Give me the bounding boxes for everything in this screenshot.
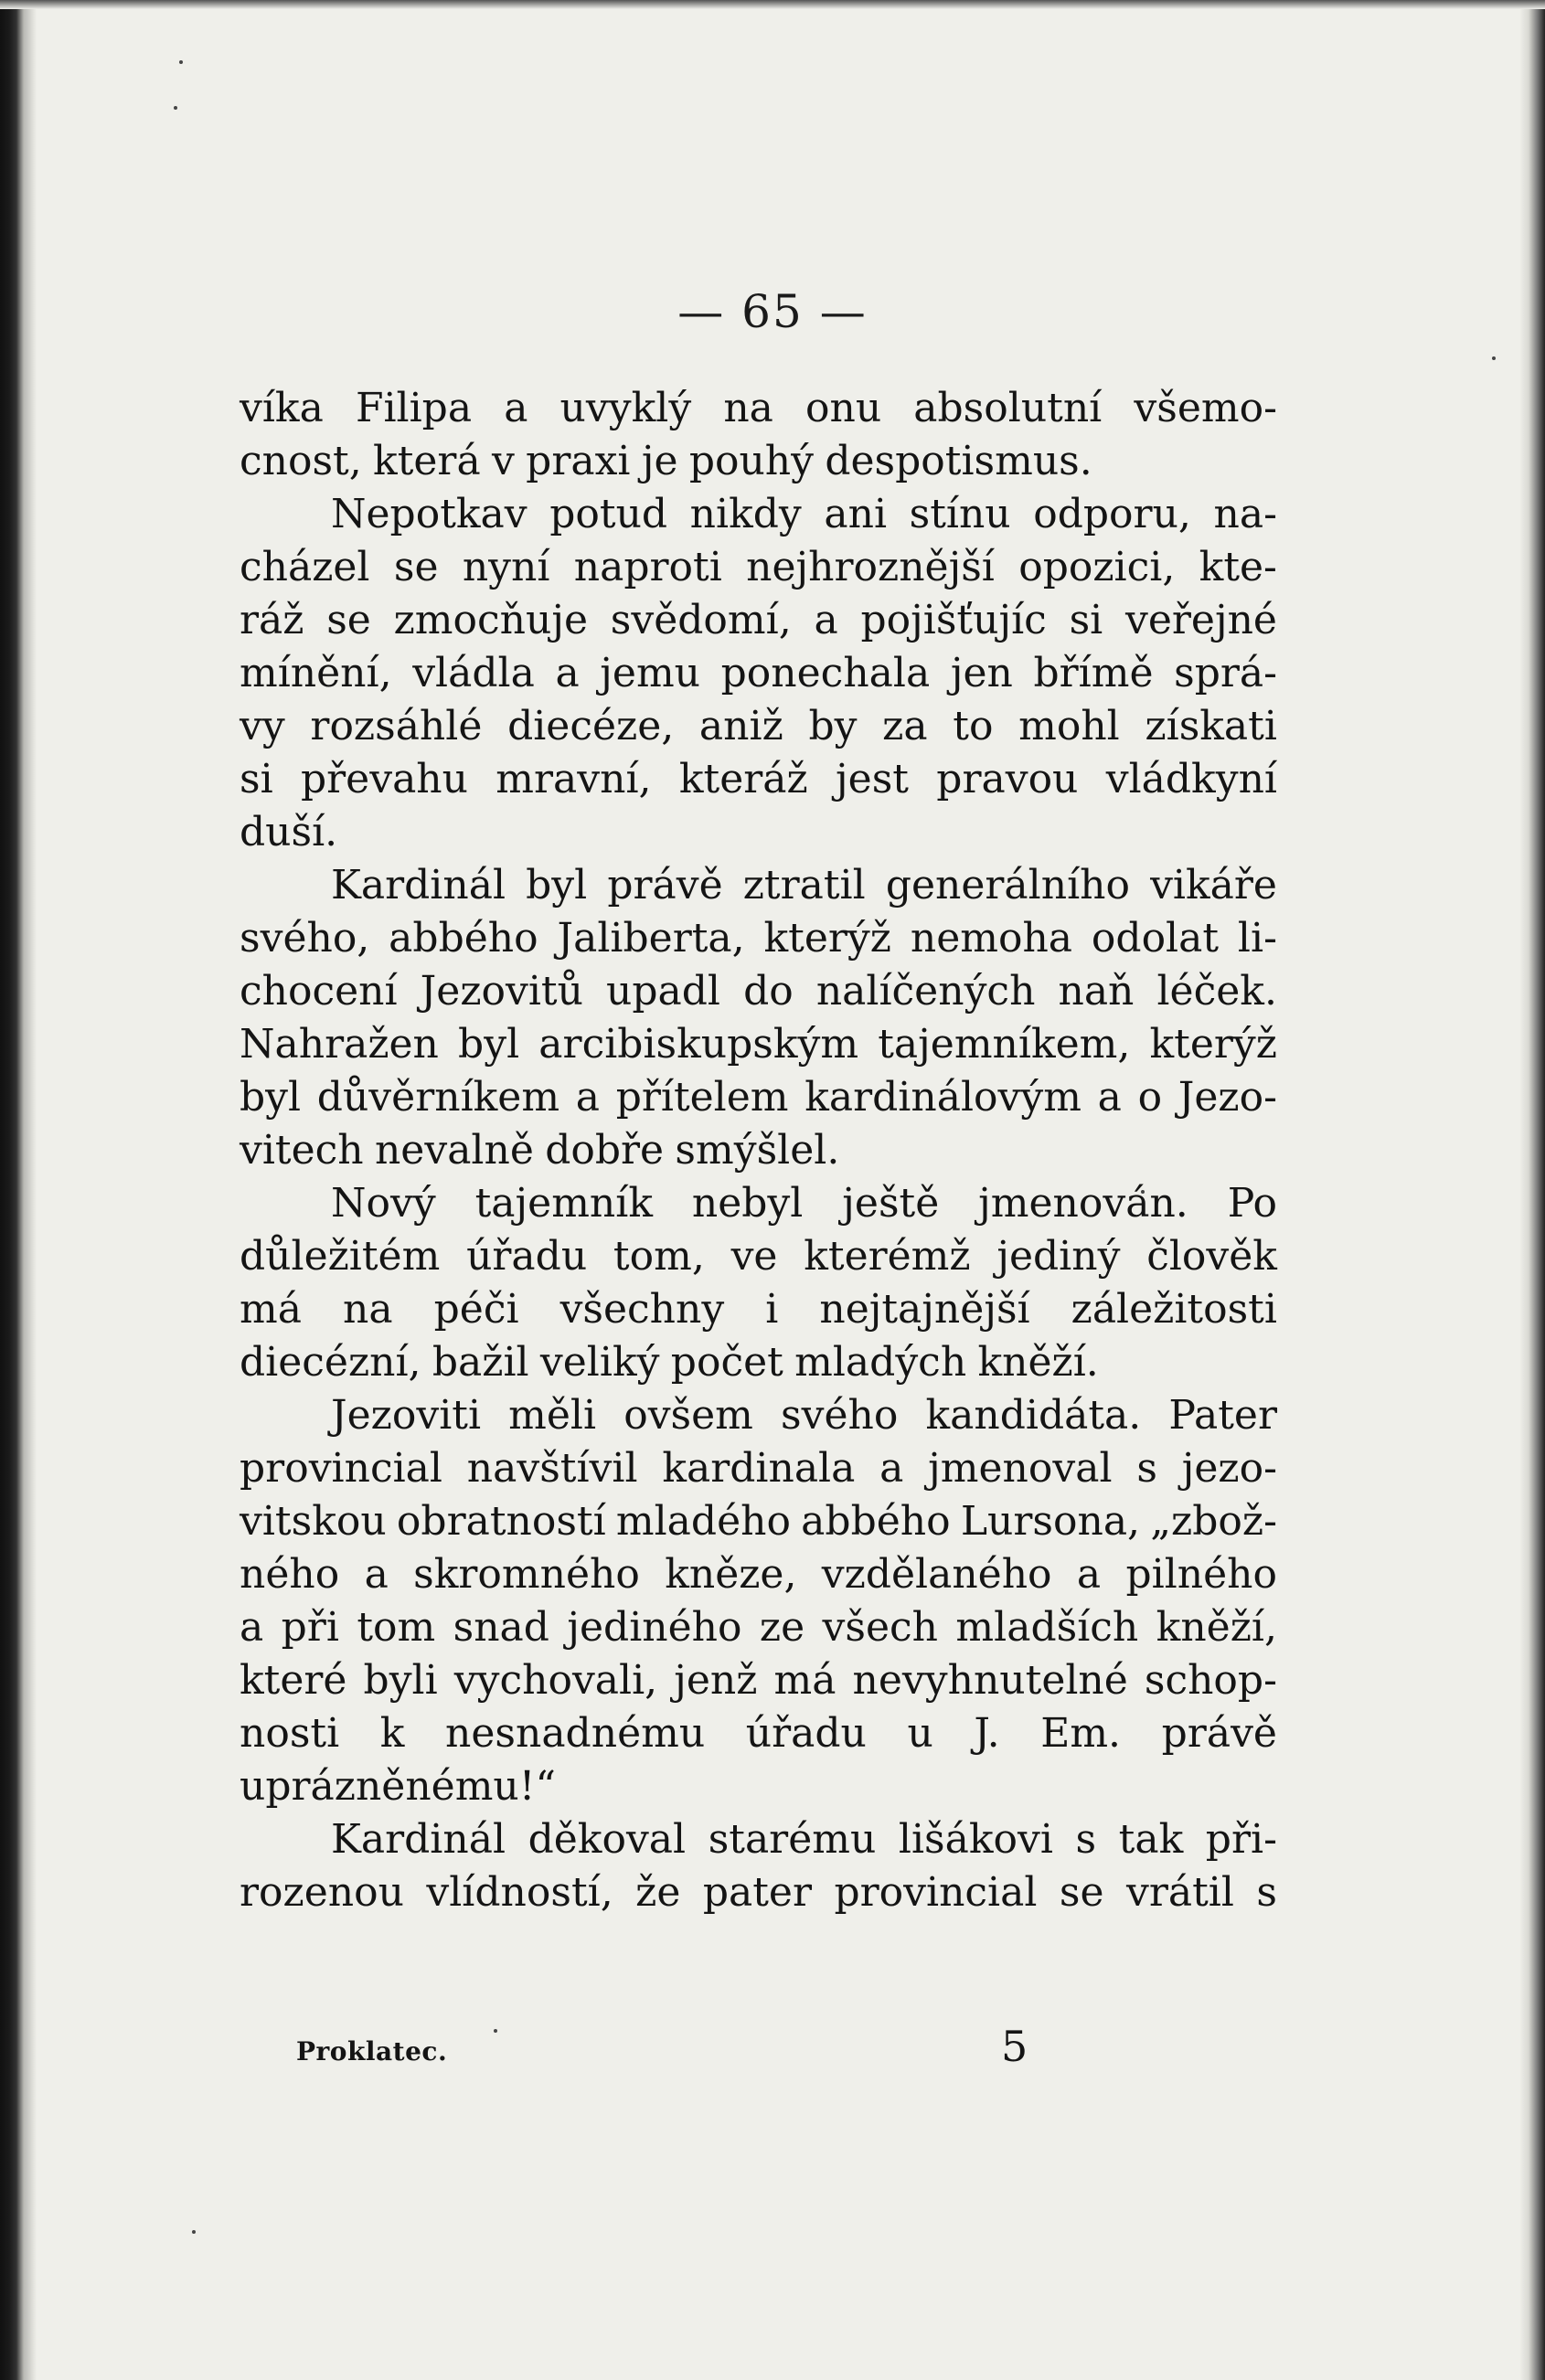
word: se xyxy=(393,544,439,590)
word: provincial xyxy=(240,1445,442,1492)
word: nevyhnutelné xyxy=(852,1657,1128,1704)
word: ve xyxy=(730,1233,778,1280)
word: kterémž xyxy=(804,1233,971,1280)
word: vládla xyxy=(412,650,535,696)
word: obratností xyxy=(396,1498,606,1545)
word: se xyxy=(326,597,371,643)
word: svého xyxy=(781,1392,899,1439)
word: do xyxy=(743,968,794,1015)
word: pojišťujíc xyxy=(860,597,1047,643)
word: ještě xyxy=(842,1180,940,1227)
word: byl xyxy=(240,1074,302,1121)
word: získati xyxy=(1145,703,1277,749)
word: vitech xyxy=(240,1127,364,1174)
word: pater xyxy=(702,1869,812,1916)
text-line xyxy=(240,1071,1277,1124)
word: právě xyxy=(1161,1710,1277,1757)
word: v xyxy=(492,438,515,484)
word: dobře xyxy=(545,1127,665,1174)
word: uvyklý xyxy=(559,385,692,431)
signature-mark: Proklatec. xyxy=(296,2036,448,2067)
word: cnost, xyxy=(240,438,362,484)
word: aniž xyxy=(698,703,783,749)
word: a xyxy=(575,1074,600,1121)
word: despotismus. xyxy=(825,438,1092,484)
word: jenž xyxy=(674,1657,758,1704)
word: na xyxy=(723,385,773,431)
word: kardinala xyxy=(662,1445,856,1492)
text-line xyxy=(240,753,1277,806)
word: pilného xyxy=(1125,1551,1277,1598)
text-line xyxy=(240,1813,1277,1866)
word: odporu, xyxy=(1033,491,1191,537)
word: vitskou xyxy=(240,1498,387,1545)
word: ného xyxy=(240,1551,340,1598)
word: Nový xyxy=(331,1180,436,1227)
word: chocení xyxy=(240,968,398,1015)
page-edge xyxy=(1519,0,1545,2380)
page-number: — 65 — xyxy=(677,285,868,338)
word: a xyxy=(504,385,528,431)
word: a xyxy=(555,650,580,696)
word: naň xyxy=(1058,968,1135,1015)
word: je xyxy=(641,438,678,484)
word: navštívil xyxy=(466,1445,638,1492)
text-line xyxy=(240,1601,1277,1654)
word: vládkyní xyxy=(1105,756,1277,802)
word: víka xyxy=(240,385,324,431)
word: mladých xyxy=(794,1339,967,1386)
word: Lursona, xyxy=(960,1498,1141,1545)
word: i xyxy=(765,1286,779,1333)
word: Nepotkav xyxy=(331,491,527,537)
word: úřadu xyxy=(745,1710,867,1757)
word: nemoha xyxy=(910,915,1073,962)
word: a xyxy=(814,597,838,643)
word: děkoval xyxy=(527,1816,687,1863)
text-line xyxy=(240,1124,1277,1177)
word: jemu xyxy=(600,650,701,696)
word: upadl xyxy=(606,968,721,1015)
word: počet xyxy=(670,1339,783,1386)
word: kterýž xyxy=(763,915,891,962)
word: vlídností, xyxy=(426,1869,613,1916)
word: pouhý xyxy=(688,438,815,484)
word: která xyxy=(373,438,481,484)
word: mladších xyxy=(955,1604,1139,1651)
word: s xyxy=(1136,1445,1157,1492)
word: skromného xyxy=(413,1551,640,1598)
word: abbého xyxy=(801,1498,951,1545)
text-line xyxy=(240,1866,1277,1919)
word: starému xyxy=(708,1816,877,1863)
word: má xyxy=(773,1657,836,1704)
text-line xyxy=(240,859,1277,912)
word: potud xyxy=(549,491,668,537)
word: generálního xyxy=(885,862,1130,908)
word: všemo- xyxy=(1134,385,1277,431)
word: vychovali, xyxy=(453,1657,658,1704)
text-line xyxy=(240,1177,1277,1230)
word: si xyxy=(240,756,273,802)
word: důvěrníkem xyxy=(316,1074,560,1121)
text-line xyxy=(240,1707,1277,1760)
word: Jaliberta, xyxy=(557,915,745,962)
word: tak xyxy=(1118,1816,1184,1863)
word: vzdělaného xyxy=(821,1551,1052,1598)
word: vikáře xyxy=(1150,862,1277,908)
word: měli xyxy=(508,1392,597,1439)
word: veřejné xyxy=(1124,597,1277,643)
sheet-number: 5 xyxy=(1001,2022,1028,2071)
word: mladého xyxy=(615,1498,791,1545)
text-line xyxy=(240,1654,1277,1707)
word: zmocňuje xyxy=(393,597,589,643)
word: snad xyxy=(453,1604,549,1651)
word: se xyxy=(1059,1869,1104,1916)
word: Kardinál xyxy=(331,862,506,908)
word: nosti xyxy=(240,1710,340,1757)
word: jediného xyxy=(567,1604,742,1651)
top-edge xyxy=(0,0,1545,9)
word: jediný xyxy=(996,1233,1121,1280)
word: jmenoval xyxy=(928,1445,1113,1492)
word: při- xyxy=(1205,1816,1277,1863)
word: na xyxy=(343,1286,393,1333)
text-line xyxy=(240,1018,1277,1071)
word: nevalně xyxy=(374,1127,534,1174)
word: mravní, xyxy=(495,756,652,802)
word: kněží. xyxy=(977,1339,1099,1386)
word: vrátil xyxy=(1125,1869,1234,1916)
word: diecézní, xyxy=(240,1339,421,1386)
word: ovšem xyxy=(623,1392,753,1439)
word: arcibiskupským xyxy=(538,1021,859,1068)
word: nejtajnější xyxy=(819,1286,1030,1333)
word: kandidáta. xyxy=(925,1392,1142,1439)
word: smýšlel. xyxy=(675,1127,840,1174)
word: nejhroznější xyxy=(746,544,995,590)
text-line xyxy=(240,806,1277,859)
word: stínu xyxy=(909,491,1011,537)
word: léček. xyxy=(1156,968,1277,1015)
word: Jezo- xyxy=(1177,1074,1277,1121)
text-line xyxy=(240,965,1277,1018)
page-footer xyxy=(240,2022,1277,2077)
word: úřadu xyxy=(466,1233,588,1280)
word: abbého xyxy=(389,915,538,962)
word: cházel xyxy=(240,544,370,590)
word: nyní xyxy=(462,544,550,590)
word: schop- xyxy=(1144,1657,1277,1704)
word: nesnadnému xyxy=(445,1710,706,1757)
word: a xyxy=(879,1445,904,1492)
word: a xyxy=(364,1551,389,1598)
word: by xyxy=(808,703,858,749)
word: Filipa xyxy=(355,385,473,431)
word: to xyxy=(953,703,994,749)
word: bažil xyxy=(432,1339,529,1386)
word: jezo- xyxy=(1181,1445,1277,1492)
word: nebyl xyxy=(691,1180,804,1227)
word: ráž xyxy=(240,597,304,643)
word: Kardinál xyxy=(331,1816,506,1863)
text-line xyxy=(240,647,1277,700)
word: byli xyxy=(363,1657,438,1704)
word: ztratil xyxy=(742,862,866,908)
word: tom, xyxy=(613,1233,705,1280)
text-line xyxy=(240,1230,1277,1283)
word: má xyxy=(240,1286,302,1333)
word: diecéze, xyxy=(507,703,675,749)
word: duší. xyxy=(240,809,338,855)
word: pravou xyxy=(936,756,1079,802)
word: k xyxy=(379,1710,405,1757)
word: nikdy xyxy=(689,491,802,537)
word: že xyxy=(635,1869,681,1916)
word: všech xyxy=(822,1604,939,1651)
word: a xyxy=(1097,1074,1122,1121)
word: li- xyxy=(1237,915,1277,962)
word: Po xyxy=(1227,1180,1277,1227)
word: které xyxy=(240,1657,347,1704)
word: člověk xyxy=(1146,1233,1277,1280)
text-line xyxy=(240,1442,1277,1495)
word: Jezovitů xyxy=(420,968,583,1015)
word: Em. xyxy=(1040,1710,1122,1757)
word: lišákovi xyxy=(898,1816,1053,1863)
word: mohl xyxy=(1018,703,1120,749)
word: svého, xyxy=(240,915,370,962)
word: provincial xyxy=(834,1869,1038,1916)
word: J. xyxy=(974,1710,1000,1757)
word: důležitém xyxy=(240,1233,441,1280)
word: ponechala xyxy=(720,650,931,696)
word: tajemník xyxy=(474,1180,653,1227)
word: sprá- xyxy=(1174,650,1277,696)
word: si xyxy=(1069,597,1103,643)
word: s xyxy=(1075,1816,1097,1863)
word: opozici, xyxy=(1018,544,1176,590)
word: ani xyxy=(824,491,888,537)
word: péči xyxy=(433,1286,519,1333)
text-line xyxy=(240,435,1277,488)
text-line xyxy=(240,1760,1277,1813)
binding-edge xyxy=(0,0,37,2380)
word: kardinálovým xyxy=(804,1074,1082,1121)
word: onu xyxy=(805,385,882,431)
word: kterýž xyxy=(1149,1021,1277,1068)
word: všechny xyxy=(559,1286,725,1333)
word: byl xyxy=(458,1021,520,1068)
word: přítelem xyxy=(615,1074,789,1121)
word: jest xyxy=(836,756,909,802)
word: byl xyxy=(526,862,588,908)
word: o xyxy=(1137,1074,1163,1121)
word: tom xyxy=(357,1604,436,1651)
word: za xyxy=(882,703,928,749)
word: Jezoviti xyxy=(331,1392,482,1439)
word: svědomí, xyxy=(610,597,792,643)
word: odolat xyxy=(1091,915,1220,962)
word: praxi xyxy=(526,438,631,484)
word: vy xyxy=(240,703,285,749)
word: záležitosti xyxy=(1071,1286,1277,1333)
text-line xyxy=(240,1495,1277,1548)
text-line xyxy=(240,1389,1277,1442)
word: veliký xyxy=(539,1339,660,1386)
word: břímě xyxy=(1033,650,1154,696)
word: absolutní xyxy=(913,385,1103,431)
word: kteráž xyxy=(678,756,808,802)
word: a xyxy=(240,1604,264,1651)
text-line xyxy=(240,488,1277,541)
word: na- xyxy=(1213,491,1277,537)
word: právě xyxy=(607,862,723,908)
word: Pater xyxy=(1168,1392,1277,1439)
word: rozenou xyxy=(240,1869,404,1916)
word: převahu xyxy=(300,756,468,802)
word: naproti xyxy=(573,544,722,590)
word: „zbož- xyxy=(1150,1498,1277,1545)
text-line xyxy=(240,1283,1277,1336)
word: jen xyxy=(950,650,1013,696)
word: nalíčených xyxy=(815,968,1036,1015)
text-line xyxy=(240,382,1277,435)
word: s xyxy=(1256,1869,1277,1916)
text-body xyxy=(240,382,1277,1919)
word: tajemníkem, xyxy=(878,1021,1131,1068)
text-line xyxy=(240,912,1277,965)
text-line xyxy=(240,541,1277,594)
word: a xyxy=(1076,1551,1102,1598)
word: u xyxy=(907,1710,933,1757)
word: ze xyxy=(759,1604,805,1651)
word: kte- xyxy=(1199,544,1277,590)
word: rozsáhlé xyxy=(310,703,483,749)
text-line xyxy=(240,594,1277,647)
text-line xyxy=(240,700,1277,753)
word: uprázněnému!“ xyxy=(240,1763,556,1810)
word: kněze, xyxy=(665,1551,797,1598)
word: Nahražen xyxy=(240,1021,439,1068)
word: jmenován. xyxy=(978,1180,1188,1227)
text-line xyxy=(240,1336,1277,1389)
text-line xyxy=(240,1548,1277,1601)
word: při xyxy=(281,1604,339,1651)
word: mínění, xyxy=(240,650,392,696)
word: kněží, xyxy=(1156,1604,1277,1651)
